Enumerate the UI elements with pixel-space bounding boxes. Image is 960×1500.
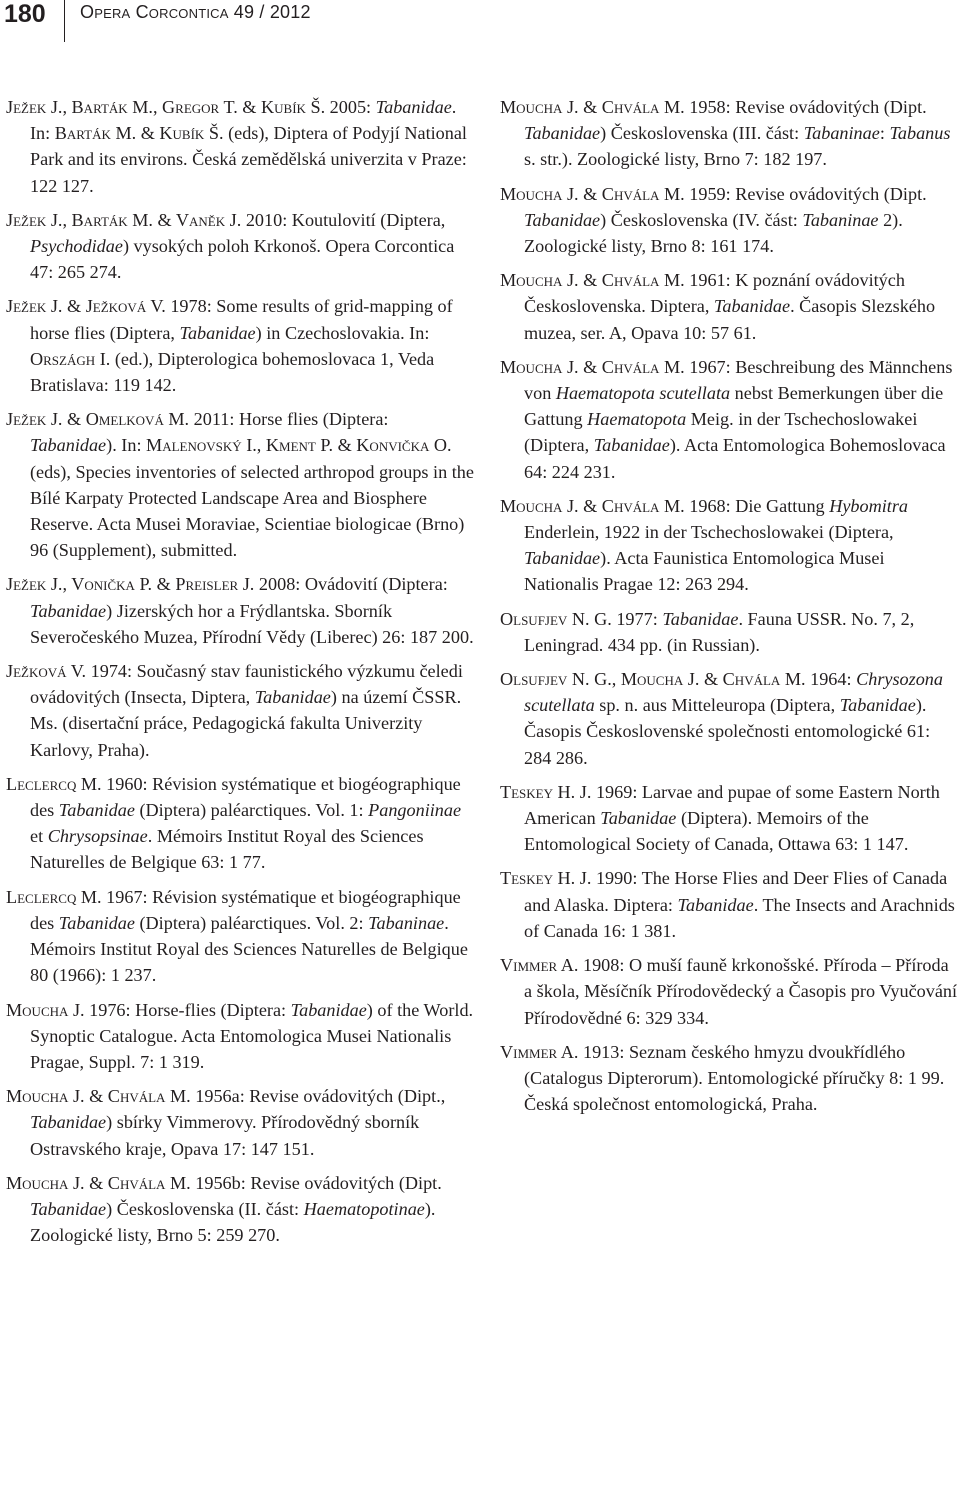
reference-text: 1967: Révision systématique et biogéographique des — [30, 886, 461, 933]
reference-text: sp. n. aus Mitteleuropa (Diptera, — [594, 695, 840, 716]
reference-entry — [500, 779, 958, 858]
reference-entry — [6, 771, 476, 876]
reference-entry — [6, 293, 476, 398]
reference-taxon: Tabanidae — [58, 912, 135, 933]
reference-text: ) Československa (III. část: — [600, 123, 804, 144]
reference-entry — [500, 493, 958, 598]
reference-author: Ježková V. — [6, 661, 87, 682]
reference-author: Ježek J. & Ježková V. — [6, 296, 166, 317]
reference-text: (ed.), Dipterologica bohemoslovaca 1, Veda Bratislava: 119 142. — [30, 348, 435, 396]
reference-text: . Fauna USSR. No. 7, 2, Leningrad. 434 pp. (in Russian). — [524, 608, 915, 655]
reference-text: 1958: Revise ovádovitých (Dipt. — [684, 97, 927, 117]
reference-author: Moucha J. & Chvála M. — [6, 1172, 191, 1193]
reference-entry — [6, 406, 476, 563]
reference-text: 2011: Horse flies (Diptera: — [189, 409, 389, 430]
reference-text: 1913: Seznam českého hmyzu dvoukřídlého (Catalogus Dipterorum). Entomologické příručky 8: 1 99. Česká společnost entomologická, Praha. — [524, 1041, 945, 1115]
reference-entry — [6, 207, 476, 286]
reference-text: 1968: Die Gattung — [684, 495, 830, 516]
reference-text: ) na území ČSSR. Ms. (disertační práce, Pedagogická fakulta Univerzity Karlovy, Praha). — [30, 687, 462, 760]
reference-author: Vimmer A. — [500, 955, 579, 976]
reference-author: Moucha J. & Chvála M. — [500, 183, 685, 204]
reference-text: 1956a: Revise ovádovitých (Dipt., — [190, 1086, 446, 1107]
reference-text: 1974: Současný stav faunistického výzkumu čeledi ovádovitých (Insecta, Diptera, — [30, 661, 463, 708]
reference-entry — [500, 606, 958, 658]
reference-text: 2). Zoologické listy, Brno 8: 161 174. — [524, 209, 903, 257]
reference-author: Teskey H. J. — [500, 868, 592, 889]
reference-entry — [500, 952, 958, 1031]
reference-text: Meig. in der Tschechoslowakei (Diptera, — [524, 409, 918, 456]
reference-editor: Barták M. & Kubík Š. — [54, 123, 224, 144]
reference-text: 1956b: Revise ovádovitých (Dipt. — [190, 1172, 442, 1193]
reference-taxon: Tabanidae — [58, 800, 135, 821]
reference-author: Ježek J., Barták M. & Vaněk J. — [6, 209, 242, 230]
header-divider — [64, 0, 65, 42]
reference-author: Leclercq M. — [6, 773, 102, 794]
reference-editor: Malenovský I., Kment P. & Konvička O. — [146, 435, 452, 456]
reference-entry — [500, 1039, 958, 1118]
reference-taxon: Tabanidae — [179, 322, 256, 343]
reference-taxon: Tabanidae — [662, 608, 739, 629]
reference-author: Teskey H. J. — [500, 781, 592, 802]
reference-taxon: Tabanidae — [30, 600, 107, 621]
reference-author: Ježek J., Barták M., Gregor T. & Kubík Š. — [6, 97, 326, 117]
reference-text: 1964: — [805, 669, 857, 690]
reference-text: (eds), Diptera of Podyjí National Park and its environs. Česká zemědělská univerzita v Praze: 122 127. — [30, 123, 467, 196]
reference-text: ). In: — [106, 435, 147, 456]
reference-text: 1960: Révision systématique et biogéographique des — [30, 773, 461, 821]
reference-taxon: Tabanidae — [30, 1198, 107, 1219]
reference-taxon: Pangoniinae — [368, 800, 462, 821]
reference-entry — [6, 658, 476, 763]
reference-text: (Diptera) paléarctiques. Vol. 1: — [134, 800, 369, 821]
reference-taxon: Tabaninae — [368, 912, 445, 933]
reference-entry — [500, 94, 958, 173]
reference-entry — [500, 181, 958, 260]
reference-text: 2005: — [325, 97, 376, 117]
reference-entry — [6, 1083, 476, 1162]
reference-text: 1978: Some results of grid-mapping of horse flies (Diptera, — [30, 296, 453, 343]
reference-text: . Mémoirs Institut Royal des Sciences Naturelles de Belgique 80 (1966): 1 237. — [30, 912, 468, 986]
reference-text: (eds), Species inventories of selected arthropod groups in the Bílé Karpaty Protected Landscape Area and Biosphere Reserve. Acta Musei Moraviae, Scientiae biologicae (Brno) 96 (Supplement), submitted. — [30, 461, 474, 561]
reference-taxon: Haematopota scutellata — [555, 383, 731, 404]
reference-taxon: Tabanidae — [839, 695, 916, 716]
reference-author: Moucha J. & Chvála M. — [6, 1086, 191, 1107]
reference-taxon: Tabaninae — [802, 209, 879, 230]
reference-text: 1977: — [611, 608, 663, 629]
reference-text: 2010: Koutulovití (Diptera, — [241, 209, 446, 230]
reference-text: Enderlein, 1922 in der Tschechoslowakei (Diptera, — [524, 522, 894, 543]
references-column-right — [500, 94, 958, 1125]
reference-text: 1969: Larvae and pupae of some Eastern North American — [524, 781, 940, 829]
reference-author: Moucha J. & Chvála M. — [500, 356, 685, 377]
reference-text: 1976: Horse-flies (Diptera: — [84, 999, 291, 1020]
reference-author: Vimmer A. — [500, 1041, 579, 1062]
reference-author: Leclercq M. — [6, 886, 102, 907]
page-number: 180 — [4, 0, 46, 28]
reference-entry — [500, 354, 958, 485]
reference-text: 2008: Ovádovití (Diptera: — [254, 574, 448, 595]
reference-text: ). Acta Faunistica Entomologica Musei Nationalis Pragae 12: 263 294. — [524, 548, 885, 595]
reference-text: . Časopis Slezského muzea, ser. A, Opava 10: 57 61. — [524, 296, 936, 343]
reference-text: ). Časopis Československé společnosti entomologické 61: 284 286. — [524, 695, 931, 768]
reference-entry — [500, 267, 958, 346]
reference-text: 1990: The Horse Flies and Deer Flies of Canada and Alaska. Diptera: — [524, 868, 948, 915]
reference-taxon: Tabanidae — [524, 123, 601, 144]
reference-author: Olsufjev N. G. — [500, 608, 612, 629]
reference-taxon: Haematopotinae — [303, 1198, 425, 1219]
reference-taxon: Tabanidae — [713, 296, 791, 317]
reference-text: 1961: K poznání ovádovitých Československa. Diptera, — [524, 270, 905, 317]
reference-taxon: Psychodidae — [30, 236, 123, 257]
reference-author: Moucha J. — [6, 999, 85, 1020]
reference-taxon: Tabanidae — [524, 548, 601, 569]
journal-title: Opera Corcontica 49 / 2012 — [80, 2, 311, 22]
reference-author: Ježek J., Vonička P. & Preisler J. — [6, 574, 255, 595]
reference-author: Ježek J. & Omelková M. — [6, 409, 190, 430]
reference-text: 1908: O muší fauně krkonošské. Příroda – Příroda a škola, Měsíčník Přírodovědecký a Časopis pro Vyučování Přírodovědné 6: 329 334. — [524, 955, 958, 1028]
reference-taxon: Tabanidae — [375, 97, 452, 117]
reference-text: . The Insects and Arachnids of Canada 16: 1 381. — [524, 894, 955, 941]
reference-author: Moucha J. & Chvála M. — [500, 270, 685, 291]
reference-text: et — [30, 826, 48, 847]
reference-text: (Diptera) paléarctiques. Vol. 2: — [134, 912, 369, 933]
reference-entry — [6, 571, 476, 650]
reference-taxon: Tabanidae — [30, 435, 107, 456]
reference-entry — [500, 865, 958, 944]
reference-taxon: Haematopota — [587, 409, 687, 430]
reference-taxon: Hybomitra — [829, 495, 908, 516]
reference-text: ) sbírky Vimmerovy. Přírodovědný sborník Ostravského kraje, Opava 17: 147 151. — [30, 1112, 420, 1159]
reference-taxon: Tabanidae — [600, 808, 677, 829]
reference-text: ) Československa (IV. část: — [600, 209, 803, 230]
reference-taxon: Tabanidae — [524, 209, 601, 230]
reference-text: 1959: Revise ovádovitých (Dipt. — [684, 183, 927, 204]
reference-taxon: Tabanidae — [254, 687, 331, 708]
reference-taxon: Chrysozona scutellata — [524, 669, 943, 716]
reference-entry — [6, 94, 476, 199]
reference-text: ) Jizerských hor a Frýdlantska. Sborník Severočeského Muzea, Přírodní Vědy (Liberec) 26: 187 200. — [30, 600, 474, 647]
reference-author: Moucha J. & Chvála M. — [500, 495, 685, 516]
reference-taxon: Tabanidae — [677, 894, 754, 915]
reference-text: . Mémoirs Institut Royal des Sciences Naturelles de Belgique 63: 1 77. — [30, 826, 424, 873]
reference-text: ) in Czechoslovakia. In: — [255, 322, 430, 343]
reference-editor: Országh I. — [30, 348, 111, 369]
reference-taxon: Tabanidae — [593, 435, 670, 456]
reference-text: ). Zoologické listy, Brno 5: 259 270. — [30, 1198, 436, 1246]
reference-text: ) of the World. Synoptic Catalogue. Acta Entomologica Musei Nationalis Pragae, Suppl. 7: 1 319. — [30, 999, 474, 1072]
reference-author: Moucha J. & Chvála M. — [500, 97, 685, 117]
reference-entry — [6, 997, 476, 1076]
reference-taxon: Tabanidae — [30, 1112, 107, 1133]
reference-text: ) vysokých poloh Krkonoš. Opera Corcontica 47: 265 274. — [30, 236, 455, 283]
reference-text: 1967: Beschreibung des Männchens von — [524, 356, 953, 404]
references-column-left — [6, 94, 476, 1256]
reference-entry — [6, 884, 476, 989]
reference-taxon: Chrysopsinae — [47, 826, 148, 847]
reference-text: (Diptera). Memoirs of the Entomological Society of Canada, Ottawa 63: 1 147. — [524, 808, 909, 855]
page-header — [0, 0, 960, 44]
reference-text: nebst Bemerkungen über die Gattung — [524, 383, 944, 430]
reference-author: Olsufjev N. G., Moucha J. & Chvála M. — [500, 669, 806, 690]
reference-taxon: Tabanus — [889, 123, 951, 144]
reference-entry — [6, 1170, 476, 1249]
reference-taxon: Tabanidae — [290, 999, 367, 1020]
reference-text: ). Acta Entomologica Bohemoslovaca 64: 224 231. — [524, 435, 946, 482]
reference-text: ) Československa (II. část: — [106, 1198, 304, 1219]
reference-text: s. str.). Zoologické listy, Brno 7: 182 197. — [524, 149, 827, 170]
reference-text: : — [879, 123, 890, 144]
reference-text: . In: — [30, 97, 457, 144]
reference-taxon: Tabaninae — [803, 123, 880, 144]
reference-entry — [500, 666, 958, 771]
